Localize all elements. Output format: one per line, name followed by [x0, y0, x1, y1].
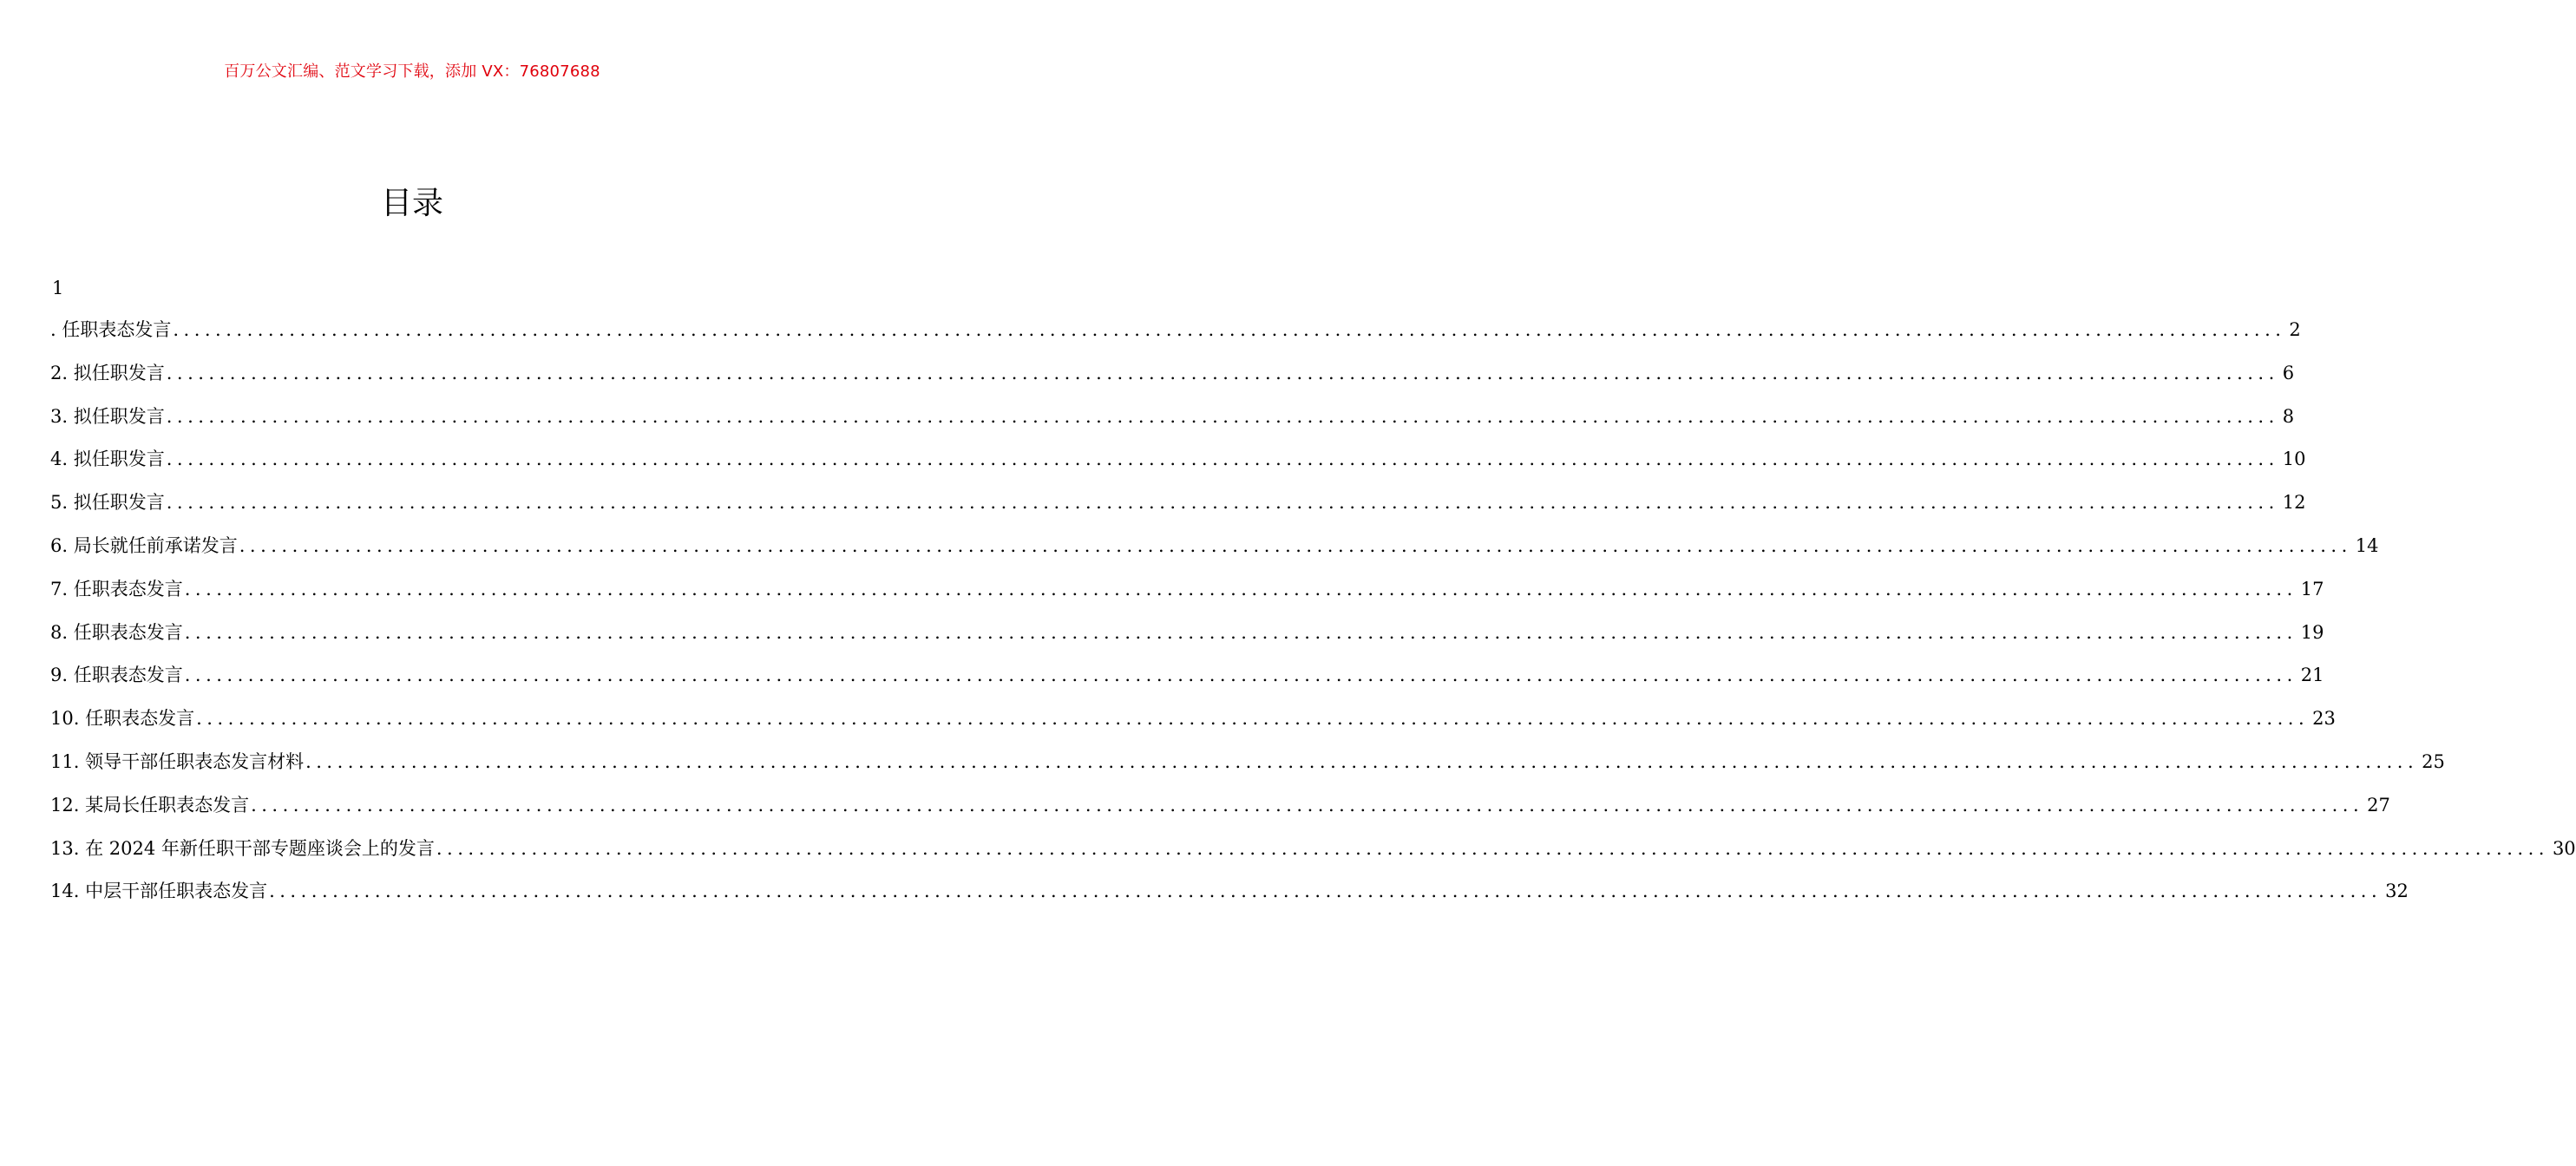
toc-entry[interactable]	[50, 836, 2576, 880]
toc-leader-dots: ........................................................................................................................................................................................................	[269, 881, 2383, 902]
toc-entry-label: 6. 局长就任前承诺发言	[50, 534, 238, 556]
toc-entry-page: 14	[2355, 534, 2379, 556]
toc-entry[interactable]	[50, 447, 2306, 490]
toc-entry-page: 30	[2552, 837, 2576, 859]
toc-leader-dots: ........................................................................................................................................................................................................	[305, 750, 2419, 772]
toc-leader-dots: ........................................................................................................................................................................................................	[239, 534, 2352, 556]
toc-entry[interactable]	[50, 490, 2306, 534]
toc-entry-label: 13. 在 2024 年新任职干部专题座谈会上的发言	[50, 837, 435, 859]
toc-entry[interactable]	[50, 534, 2379, 577]
toc-leader-dots: ........................................................................................................................................................................................................	[184, 578, 2297, 599]
toc-entry-label: 5. 拟任职发言	[50, 492, 165, 514]
toc-entry[interactable]	[50, 750, 2445, 793]
toc-leader-dots: ........................................................................................................................................................................................................	[184, 621, 2297, 643]
toc-entry-label: 9. 任职表态发言	[50, 665, 183, 686]
toc-entry[interactable]	[50, 404, 2295, 448]
toc-leader-dots: ........................................................................................................................................................................................................	[166, 405, 2279, 427]
toc-entry[interactable]	[50, 620, 2324, 664]
toc-leader-dots: ........................................................................................................................................................................................................	[166, 362, 2279, 383]
toc-entry-page: 10	[2282, 449, 2306, 470]
toc-leader-dots: ........................................................................................................................................................................................................	[184, 665, 2297, 686]
header-note: 百万公文汇编、范文学习下载，添加 VX：76807688	[224, 62, 600, 81]
toc-entry[interactable]	[50, 361, 2295, 404]
toc-entry-label: 10. 任职表态发言	[50, 708, 195, 730]
toc-entry-label: 8. 任职表态发言	[50, 621, 183, 643]
toc-list	[50, 318, 2576, 922]
toc-entry[interactable]	[50, 706, 2336, 750]
toc-entry[interactable]	[50, 318, 2301, 361]
toc-leader-dots: ........................................................................................................................................................................................................	[196, 708, 2310, 730]
toc-entry[interactable]	[50, 879, 2409, 922]
toc-title: 目录	[380, 186, 443, 221]
toc-entry[interactable]	[50, 577, 2324, 620]
toc-leader-dots: ........................................................................................................................................................................................................	[166, 492, 2279, 514]
toc-entry-page: 12	[2282, 492, 2306, 514]
toc-entry[interactable]	[50, 663, 2324, 706]
toc-entry-label: 11. 领导干部任职表态发言材料	[50, 750, 305, 772]
toc-entry-page: 23	[2312, 708, 2336, 730]
toc-lead-number: 1	[52, 278, 64, 298]
toc-entry-page: 25	[2422, 750, 2445, 772]
toc-entry-label: 7. 任职表态发言	[50, 578, 183, 599]
toc-entry-page: 32	[2385, 881, 2409, 902]
toc-entry-label: 4. 拟任职发言	[50, 449, 165, 470]
toc-entry-label: 14. 中层干部任职表态发言	[50, 881, 268, 902]
toc-leader-dots: ........................................................................................................................................................................................................	[173, 319, 2286, 340]
toc-entry-label: 12. 某局长任职表态发言	[50, 794, 250, 816]
toc-entry-page: 21	[2300, 665, 2324, 686]
toc-leader-dots: ........................................................................................................................................................................................................	[166, 449, 2279, 470]
toc-entry-label: 3. 拟任职发言	[50, 405, 165, 427]
toc-entry-page: 19	[2300, 621, 2324, 643]
toc-leader-dots: ........................................................................................................................................................................................................	[251, 794, 2364, 816]
toc-entry-page: 17	[2300, 578, 2324, 599]
toc-entry-page: 2	[2289, 319, 2301, 340]
toc-leader-dots: ........................................................................................................................................................................................................	[436, 837, 2549, 859]
toc-entry-page: 27	[2367, 794, 2390, 816]
toc-entry-page: 6	[2282, 362, 2295, 383]
toc-entry-page: 8	[2282, 405, 2295, 427]
toc-entry-label: . 任职表态发言	[50, 319, 172, 340]
toc-entry-label: 2. 拟任职发言	[50, 362, 165, 383]
toc-entry[interactable]	[50, 793, 2390, 836]
